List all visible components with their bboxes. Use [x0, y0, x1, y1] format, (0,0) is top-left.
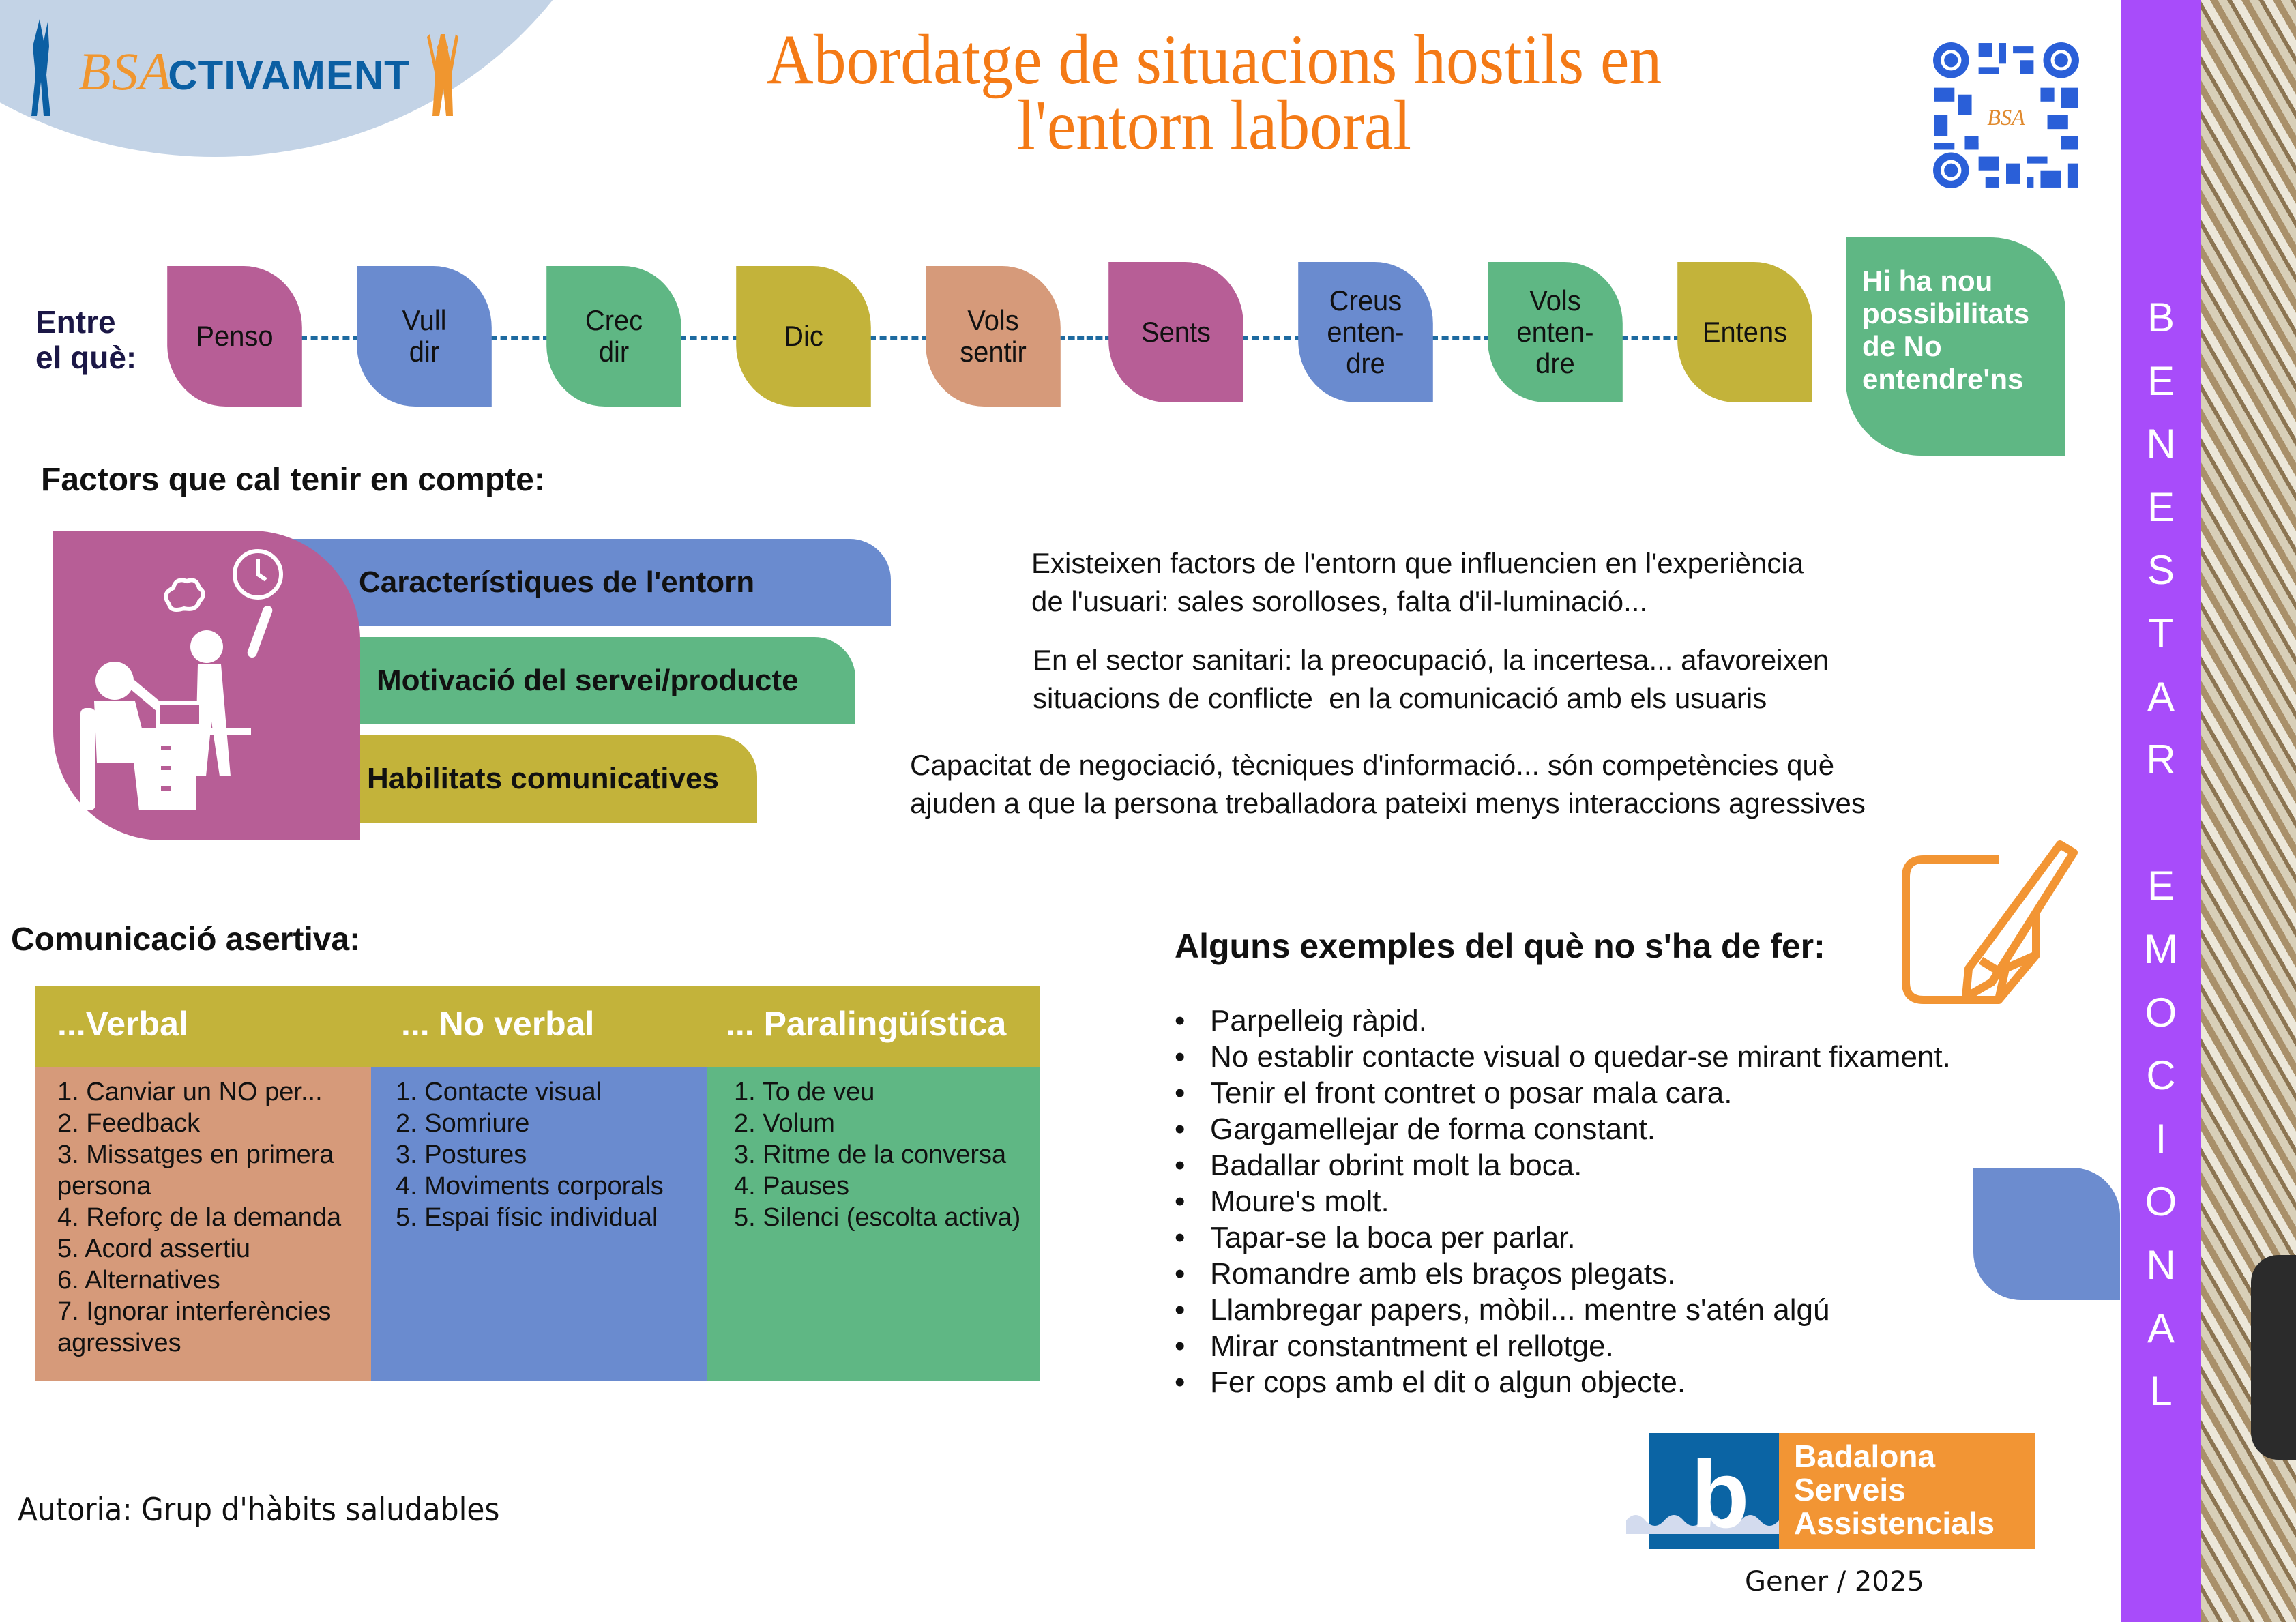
sidebar-letter: O: [2145, 989, 2177, 1035]
logo-wordmark: [78, 41, 410, 102]
factor-description-skills: Capacitat de negociació, tècniques d'informació... són competències què ajuden a que la persona treballadora pateixi menys interaccions agressives: [910, 749, 1866, 819]
flow-step: Sents: [1108, 262, 1243, 402]
org-name-line-1: Badalona: [1794, 1439, 1936, 1474]
flow-label-line-2: el què:: [35, 340, 137, 375]
flow-label-line-1: Entre: [35, 304, 116, 340]
factor-description-motivation: En el sector sanitari: la preocupació, la incertesa... afavoreixen situacions de conflicte en la comunicació amb els usuaris: [1033, 644, 1829, 714]
factors-title: Factors que cal tenir en compte:: [41, 462, 545, 498]
sidebar-banner: [2121, 0, 2201, 1622]
logo-letter: b: [1691, 1441, 1750, 1548]
flow-connector: [1059, 336, 1112, 340]
assertive-list-item: 3. Missatges en primera persona: [57, 1140, 334, 1200]
note-pencil-icon: [1896, 832, 2084, 1009]
sidebar-letter: N: [2146, 1241, 2176, 1288]
column-header-paralinguistic: ... Paralingüística: [726, 1005, 1007, 1043]
sidebar-letter: E: [2147, 357, 2175, 404]
flow-step: Vols sentir: [926, 266, 1061, 407]
factor-bar-environment: [273, 539, 891, 626]
logo-orange-block: [1779, 1433, 2035, 1549]
org-name-line-3: Assistencials: [1794, 1505, 1995, 1541]
office-conflict-illustration: [53, 531, 360, 840]
dont-list-item: • Romandre amb els braços plegats.: [1175, 1256, 1951, 1292]
flow-step: Vull dir: [357, 266, 492, 407]
dont-list-item: • Tenir el front contret o posar mala cara.: [1175, 1075, 1951, 1111]
flow-connector: [1241, 336, 1301, 340]
dont-list-item: • Parpelleig ràpid.: [1175, 1003, 1951, 1039]
assertive-list-item: 2. Volum: [734, 1109, 835, 1138]
sidebar-letter: M: [2144, 926, 2178, 972]
flow-connector: [679, 336, 739, 340]
factor-label: Motivació del servei/producte: [377, 664, 799, 697]
office-conflict-icon: [53, 531, 360, 840]
dont-list-item: • Moure's molt.: [1175, 1183, 1951, 1220]
flow-connector: [300, 336, 360, 340]
flow-connector: [1621, 336, 1681, 340]
assertive-list-item: 5. Espai físic individual: [396, 1203, 658, 1232]
sidebar-letter: S: [2147, 547, 2175, 593]
sidebar-letter: R: [2146, 737, 2176, 783]
column-verbal: [35, 1067, 371, 1381]
dont-list-item: • Tapar-se la boca per parlar.: [1175, 1220, 1951, 1256]
column-header-verbal: ...Verbal: [57, 1005, 188, 1043]
assertive-list-item: 2. Somriure: [396, 1109, 530, 1138]
sidebar-letter: I: [2155, 1115, 2167, 1162]
sidebar-letter: A: [2147, 673, 2175, 720]
decorative-photo-boot: [2251, 1255, 2296, 1460]
badalona-serveis-assistencials-logo: [1626, 1433, 2035, 1549]
sidebar-letter: E: [2147, 863, 2175, 909]
flow-step: Crec dir: [546, 266, 681, 407]
assertive-list-item: 7. Ignorar interferències agressives: [57, 1297, 332, 1357]
jumping-person-blue-icon: [20, 14, 61, 123]
sidebar-letter: E: [2147, 484, 2175, 530]
factor-bar-motivation: [273, 637, 855, 724]
publication-date: Gener / 2025: [1745, 1566, 1924, 1597]
assertive-list-item: 2. Feedback: [57, 1109, 201, 1138]
jumping-person-orange-icon: [422, 14, 462, 123]
paralinguistic-list: [734, 1076, 1040, 1233]
nonverbal-list: [396, 1076, 707, 1233]
donts-list: [1175, 1003, 1951, 1400]
title-line-2: l'entorn laboral: [1017, 86, 1411, 164]
assertive-list-item: 4. Moviments corporals: [396, 1172, 664, 1200]
org-name-line-2: Serveis: [1794, 1472, 1906, 1507]
author-credit: Autoria: Grup d'hàbits saludables: [18, 1491, 500, 1528]
assertive-list-item: 5. Silenci (escolta activa): [734, 1203, 1021, 1232]
flow-step: Penso: [167, 266, 302, 407]
column-paralinguistic: [707, 1067, 1040, 1381]
dont-list-item: • Fer cops amb el dit o algun objecte.: [1175, 1364, 1951, 1400]
assertive-list-item: 4. Reforç de la demanda: [57, 1203, 342, 1232]
assertive-title: Comunicació asertiva:: [11, 921, 361, 958]
logo-prefix: BSA: [78, 42, 173, 101]
sidebar-letter: T: [2148, 610, 2174, 656]
factor-description-environment: Existeixen factors de l'entorn que influencien en l'experiència de l'usuari: sales sorolloses, falta d'il-luminació...: [1031, 547, 1804, 617]
sidebar-letter: L: [2149, 1368, 2173, 1415]
dont-list-item: • Gargamellejar de forma constant.: [1175, 1111, 1951, 1147]
flow-label: [35, 304, 136, 375]
assertive-list-item: 6. Alternatives: [57, 1266, 220, 1295]
decorative-blue-tab: [1973, 1168, 2120, 1300]
page-title: [662, 20, 1766, 164]
sidebar-letter: [2121, 792, 2201, 855]
assertive-list-item: 1. To de veu: [734, 1078, 875, 1106]
column-nonverbal: [371, 1067, 707, 1381]
flow-step: Creus enten- dre: [1298, 262, 1433, 402]
assertive-list-item: 4. Pauses: [734, 1172, 849, 1200]
assertive-list-item: 1. Canviar un NO per...: [57, 1078, 323, 1106]
assertive-list-item: 3. Postures: [396, 1140, 527, 1169]
flow-final-step: Hi ha nou possibilitats de No entendre'ns: [1846, 237, 2065, 456]
flow-connector: [490, 336, 550, 340]
dont-list-item: • Mirar constantment el rellotge.: [1175, 1328, 1951, 1364]
assertive-table: [35, 986, 1040, 1381]
logo-word: CTIVAMENT: [168, 53, 410, 98]
sidebar-letter: B: [2147, 295, 2175, 340]
assertive-list-item: 5. Acord assertiu: [57, 1235, 251, 1263]
qr-center-label: BSA: [1987, 105, 2025, 130]
donts-title: Alguns exemples del què no s'ha de fer:: [1175, 927, 1825, 965]
dont-list-item: • No establir contacte visual o quedar-se mirant fixament.: [1175, 1039, 1951, 1075]
sidebar-letter: N: [2146, 421, 2176, 467]
flow-connector: [869, 336, 929, 340]
sidebar-letter: C: [2146, 1052, 2176, 1099]
title-line-1: Abordatge de situacions hostils en: [766, 20, 1662, 99]
flow-step: Dic: [736, 266, 871, 407]
assertive-list-item: 3. Ritme de la conversa: [734, 1140, 1007, 1169]
flow-connector: [1431, 336, 1491, 340]
factor-label: Habilitats comunicatives: [367, 762, 719, 795]
flow-step: Vols enten- dre: [1488, 262, 1623, 402]
dont-list-item: • Badallar obrint molt la boca.: [1175, 1147, 1951, 1183]
assertive-list-item: 1. Contacte visual: [396, 1078, 602, 1106]
activament-logo: [20, 14, 457, 123]
sidebar-vertical-text: [2121, 286, 2201, 1424]
verbal-list: [57, 1076, 371, 1359]
qr-code[interactable]: [1930, 40, 2082, 191]
dont-list-item: • Llambregar papers, mòbil... mentre s'atén algú: [1175, 1292, 1951, 1328]
sidebar-letter: O: [2145, 1179, 2177, 1225]
sidebar-letter: A: [2147, 1305, 2175, 1351]
flow-step: Entens: [1677, 262, 1812, 402]
factor-label: Característiques de l'entorn: [359, 565, 755, 599]
column-header-nonverbal: ... No verbal: [401, 1005, 595, 1043]
